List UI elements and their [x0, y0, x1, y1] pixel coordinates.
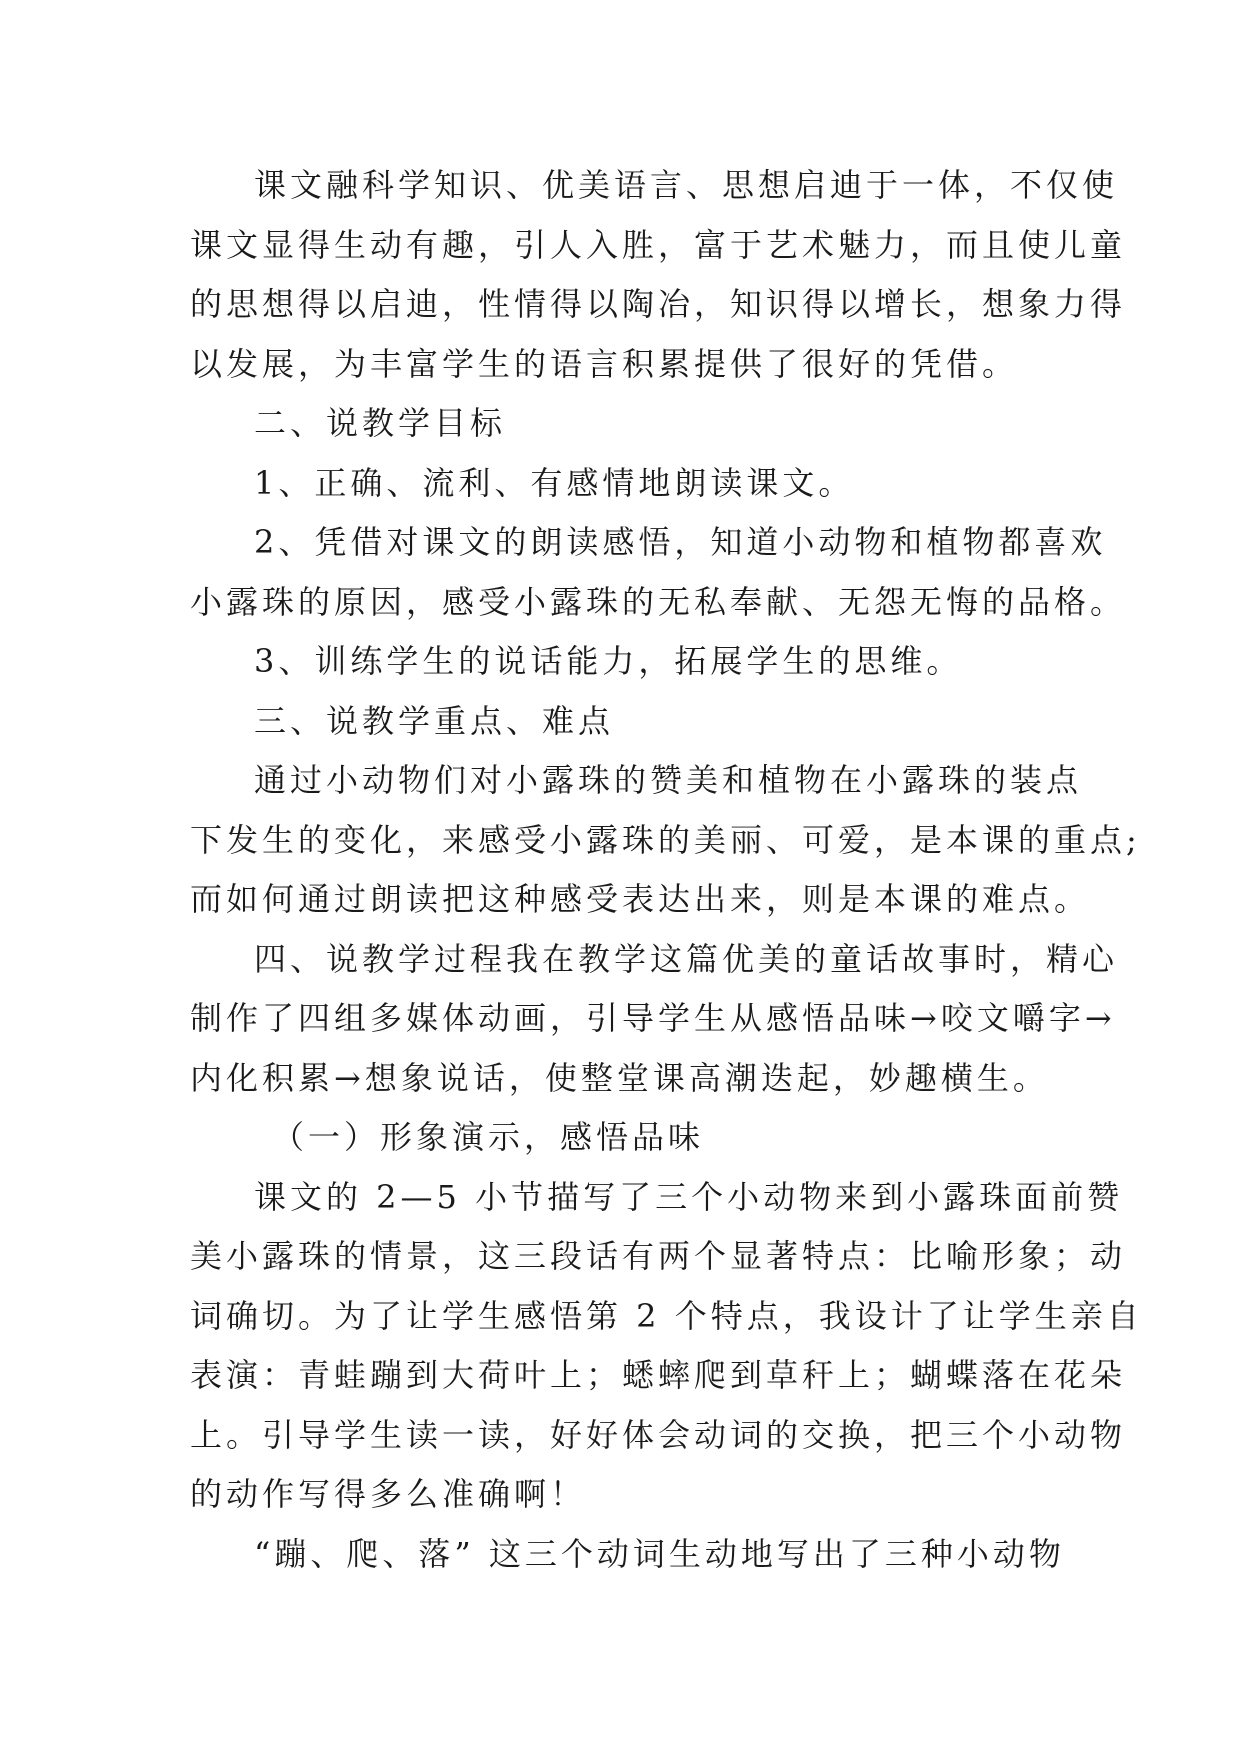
paragraph-line: “蹦、爬、落” 这三个动词生动地写出了三种小动物 — [254, 1534, 1065, 1573]
paragraph-line: 表演：青蛙蹦到大荷叶上；蟋蟀爬到草秆上；蝴蝶落在花朵 — [190, 1356, 1127, 1394]
subsection-heading: （一）形象演示，感悟品味 — [272, 1118, 705, 1156]
list-item: 3、训练学生的说话能力，拓展学生的思维。 — [254, 642, 963, 680]
body-text — [190, 156, 1143, 1584]
paragraph-line: 下发生的变化，来感受小露珠的美丽、可爱，是本课的重点; — [190, 820, 1141, 859]
paragraph-line: 课文显得生动有趣，引人入胜，富于艺术魅力，而且使儿童 — [190, 225, 1127, 264]
paragraph-line: 小露珠的原因，感受小露珠的无私奉献、无怨无悔的品格。 — [190, 582, 1127, 621]
paragraph-line: 通过小动物们对小露珠的赞美和植物在小露珠的装点 — [254, 761, 1083, 799]
section-heading: 二、说教学目标 — [254, 404, 507, 442]
section-heading: 三、说教学重点、难点 — [254, 701, 615, 740]
paragraph-line: 美小露珠的情景，这三段话有两个显著特点：比喻形象；动 — [190, 1237, 1127, 1275]
paragraph-line: 课文的 2—5 小节描写了三个小动物来到小露珠面前赞 — [254, 1177, 1124, 1216]
paragraph-line: 制作了四组多媒体动画，引导学生从感悟品味→咬文嚼字→ — [190, 999, 1116, 1037]
paragraph-line: 内化积累→想象说话，使整堂课高潮迭起，妙趣横生。 — [190, 1058, 1049, 1097]
paragraph-line: 以发展，为丰富学生的语言积累提供了很好的凭借。 — [190, 344, 1019, 383]
list-item: 2、凭借对课文的朗读感悟，知道小动物和植物都喜欢 — [254, 523, 1107, 561]
paragraph-line: 而如何通过朗读把这种感受表达出来，则是本课的难点。 — [190, 880, 1091, 918]
paragraph-line: 上。引导学生读一读，好好体会动词的交换，把三个小动物 — [190, 1415, 1127, 1454]
paragraph-line: 课文融科学知识、优美语言、思想启迪于一体，不仅使 — [254, 166, 1119, 204]
paragraph-line: 的思想得以启迪，性情得以陶冶，知识得以增长，想象力得 — [190, 285, 1127, 323]
paragraph-line: 的动作写得多么准确啊！ — [190, 1475, 587, 1513]
paragraph-line: 词确切。为了让学生感悟第 2 个特点，我设计了让学生亲自 — [190, 1296, 1143, 1335]
list-item: 1、正确、流利、有感情地朗读课文。 — [254, 463, 855, 502]
section-heading: 四、说教学过程我在教学这篇优美的童话故事时，精心 — [254, 939, 1119, 978]
